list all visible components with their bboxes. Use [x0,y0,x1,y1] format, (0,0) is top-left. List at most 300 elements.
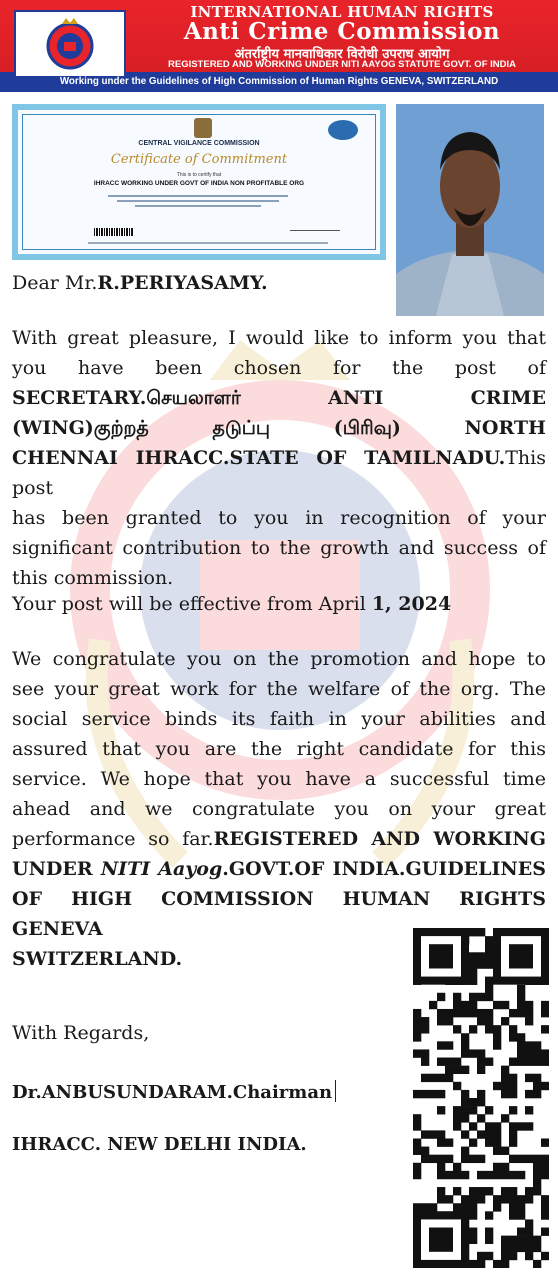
qr-module [509,1203,517,1211]
salutation-prefix: Dear Mr. [12,272,98,294]
qr-module [501,1163,509,1171]
qr-module [525,1074,533,1082]
qr-module [501,1114,509,1122]
qr-module [525,1049,533,1057]
qr-module [469,1138,477,1146]
qr-module [437,1058,445,1066]
qr-module [437,1187,445,1195]
qr-module [469,1106,477,1114]
line-text: NITI Aayog [100,858,223,880]
qr-module [525,1236,533,1244]
qr-module [509,1252,517,1260]
line-text: has been granted to you in recognition of your [12,507,546,529]
qr-module [477,1187,485,1195]
qr-module [541,1155,549,1163]
qr-module [509,1074,517,1082]
qr-module [461,1155,469,1163]
qr-module [437,1009,445,1017]
qr-module [533,1058,541,1066]
qr-module [421,1130,429,1138]
qr-module [493,1001,501,1009]
qr-module [541,1009,549,1017]
line-text: (WING)குற்றத் தடுப்பு (பிரிவு) NORTH [12,417,546,439]
qr-module [541,1058,549,1066]
paragraph-line [12,383,546,413]
qr-module [517,1001,525,1009]
qr-module [525,1058,533,1066]
qr-module [533,1179,541,1187]
qr-module [509,1106,517,1114]
paragraph-appointment [12,323,546,593]
header-registration: REGISTERED AND WORKING UNDER NITI AAYOG STATUTE GOVT. OF INDIA [168,59,516,70]
qr-module [461,1049,469,1057]
qr-module [509,1187,517,1195]
qr-module [477,960,485,968]
qr-module [541,1049,549,1057]
qr-module [517,1041,525,1049]
qr-module [453,1122,461,1130]
qr-module [533,1074,541,1082]
qr-module [445,1195,453,1203]
qr-module [525,1009,533,1017]
qr-module [525,1001,533,1009]
qr-module [533,1236,541,1244]
qr-module [509,1171,517,1179]
line-text: This post [12,447,546,499]
qr-module [517,985,525,993]
qr-module [533,1187,541,1195]
line-text: OF HIGH COMMISSION HUMAN RIGHTS GENEVA [12,888,546,940]
qr-module [485,1130,493,1138]
qr-module [533,1163,541,1171]
qr-module [509,1058,517,1066]
line-text: see your great work for the welfare of the org. The [12,678,546,700]
qr-module [461,1041,469,1049]
qr-module [509,1244,517,1252]
header-line-1: INTERNATIONAL HUMAN RIGHTS [190,3,494,21]
qr-module [413,1203,421,1211]
qr-module [469,960,477,968]
qr-module [453,1203,461,1211]
qr-module [453,1171,461,1179]
qr-module [501,1195,509,1203]
qr-module [485,1228,493,1236]
qr-module [445,1058,453,1066]
qr-module [421,1017,429,1025]
qr-module [533,1260,541,1268]
qr-module [469,1228,477,1236]
qr-module [485,944,493,952]
paragraph-line [12,734,546,764]
qr-module [413,1033,421,1041]
qr-module [469,977,477,985]
qr-code[interactable] [413,928,549,1268]
qr-module [445,1074,453,1082]
qr-module [485,1252,493,1260]
qr-module [501,1001,509,1009]
qr-module [445,1138,453,1146]
qr-module [517,1049,525,1057]
qr-module [453,993,461,1001]
qr-module [413,1114,421,1122]
qr-module [525,1041,533,1049]
qr-module [493,1033,501,1041]
text-cursor [335,1080,336,1102]
qr-module [541,1163,549,1171]
qr-module [437,1163,445,1171]
qr-module [461,1090,469,1098]
qr-module [541,1252,549,1260]
paragraph-line [12,794,546,824]
qr-module [477,1009,485,1017]
qr-module [453,1114,461,1122]
paragraph-line [12,704,546,734]
qr-module [485,952,493,960]
effective-day: 1, 2024 [371,593,452,615]
qr-module [453,1163,461,1171]
qr-module [477,1066,485,1074]
qr-module [469,1211,477,1219]
qr-module [509,1195,517,1203]
paragraph-line [12,323,546,353]
line-text: CHENNAI IHRACC.STATE OF TAMILNADU. [12,447,506,469]
qr-module [477,1195,485,1203]
qr-module [477,1252,485,1260]
qr-module [517,1155,525,1163]
qr-module [485,1058,493,1066]
line-text: UNDER [12,858,101,880]
qr-module [461,1033,469,1041]
certificate-footer [88,242,328,244]
qr-module [437,1130,445,1138]
qr-module [461,1130,469,1138]
qr-module [493,1195,501,1203]
qr-module [485,1171,493,1179]
qr-module [517,1033,525,1041]
qr-module [413,1090,421,1098]
qr-module [453,1058,461,1066]
emblem-icon [194,118,212,138]
qr-module [469,1009,477,1017]
qr-module [469,1122,477,1130]
qr-module [413,1017,421,1025]
effective-text: Your post will be effective from April [12,593,372,615]
qr-module [525,1244,533,1252]
qr-module [485,1017,493,1025]
qr-module [421,1058,429,1066]
qr-module [533,1049,541,1057]
qr-module [413,1122,421,1130]
qr-module [485,1122,493,1130]
qr-module [421,1090,429,1098]
qr-module [541,1082,549,1090]
line-text: significant contribution to the growth and success of [12,537,546,559]
qr-module [413,1147,421,1155]
qr-finder [429,1228,453,1252]
qr-module [421,1074,429,1082]
qr-module [517,1195,525,1203]
qr-module [485,1211,493,1219]
qr-module [541,1138,549,1146]
qr-module [477,1098,485,1106]
qr-module [509,1033,517,1041]
line-text: this commission. [12,567,174,589]
qr-module [541,1195,549,1203]
qr-module [485,977,493,985]
paragraph-line [12,503,546,533]
seal-icon [328,120,358,140]
qr-module [501,1187,509,1195]
qr-module [533,1155,541,1163]
qr-module [501,1090,509,1098]
qr-module [477,1058,485,1066]
qr-module [469,1187,477,1195]
qr-module [541,1171,549,1179]
qr-module [501,1171,509,1179]
qr-module [485,1025,493,1033]
qr-module [493,1041,501,1049]
certificate-org: IHRACC WORKING UNDER GOVT OF INDIA NON PROFITABLE ORG [93,180,305,187]
qr-module [429,1203,437,1211]
qr-module [525,1017,533,1025]
signatory-name: Dr.ANBUSUNDARAM.Chairman [12,1082,333,1103]
qr-module [429,1001,437,1009]
qr-module [485,1106,493,1114]
paragraph-line [12,413,546,443]
barcode-icon [94,228,134,236]
salutation [12,268,546,298]
qr-module [469,1001,477,1009]
qr-module [421,1025,429,1033]
qr-module [437,1155,445,1163]
header-title: Anti Crime Commission [183,18,501,45]
line-text: assured that you are the right candidate for this [12,738,546,760]
qr-finder [509,944,533,968]
qr-module [493,1130,501,1138]
qr-module [485,1187,493,1195]
qr-module [493,1147,501,1155]
qr-module [437,1017,445,1025]
qr-module [509,1025,517,1033]
qr-module [541,1001,549,1009]
qr-module [517,1236,525,1244]
qr-module [517,1228,525,1236]
line-text: social service binds its faith in your abilities and [12,708,546,730]
qr-module [469,993,477,1001]
qr-module [517,1171,525,1179]
paragraph-line [12,644,546,674]
header-hindi: अंतर्राष्ट्रीय मानवाधिकार विरोधी उपराध आयोग [234,47,450,62]
qr-module [421,1155,429,1163]
qr-module [517,1058,525,1066]
qr-module [469,1049,477,1057]
qr-module [413,1138,421,1146]
qr-module [493,1138,501,1146]
qr-module [477,993,485,1001]
qr-module [501,1074,509,1082]
qr-module [525,1187,533,1195]
paragraph-line [12,353,546,383]
qr-module [429,1155,437,1163]
qr-module [493,1122,501,1130]
qr-module [501,1017,509,1025]
line-text: performance so far. [12,828,214,850]
qr-module [517,1009,525,1017]
line-text: We congratulate you on the promotion and hope to [12,648,546,670]
qr-module [533,1090,541,1098]
qr-module [437,1090,445,1098]
paragraph-line [12,854,546,884]
qr-module [445,1017,453,1025]
qr-module [533,1244,541,1252]
qr-module [477,1130,485,1138]
qr-module [509,1090,517,1098]
line-text: REGISTERED AND WORKING [213,828,546,850]
qr-module [461,1098,469,1106]
line-text: .GOVT.OF INDIA.GUIDELINES [222,858,546,880]
qr-module [469,1236,477,1244]
qr-module [517,1244,525,1252]
qr-module [445,1041,453,1049]
line-text: SWITZERLAND. [12,948,183,970]
signatory-org: IHRACC. NEW DELHI INDIA. [12,1134,307,1155]
qr-module [461,1009,469,1017]
qr-module [453,1009,461,1017]
qr-module [525,1122,533,1130]
certificate-heading: Certificate of Commitment [110,152,288,167]
qr-module [429,1090,437,1098]
qr-module [461,1203,469,1211]
paragraph-line [12,764,546,794]
effective-date [12,589,546,619]
qr-module [493,1171,501,1179]
qr-module [493,1082,501,1090]
paragraph-line [12,824,546,854]
qr-module [445,1009,453,1017]
qr-module [501,1244,509,1252]
qr-module [477,1049,485,1057]
qr-module [509,1138,517,1146]
qr-module [493,1260,501,1268]
qr-module [485,1009,493,1017]
qr-module [541,1203,549,1211]
qr-module [453,1001,461,1009]
qr-module [477,1114,485,1122]
qr-module [453,1066,461,1074]
qr-module [445,1066,453,1074]
qr-module [485,993,493,1001]
qr-module [437,1195,445,1203]
qr-module [501,1236,509,1244]
qr-module [469,968,477,976]
qr-module [421,1049,429,1057]
qr-module [461,1114,469,1122]
qr-module [485,985,493,993]
qr-module [517,1122,525,1130]
qr-module [533,1171,541,1179]
signatory [12,1080,336,1103]
qr-module [469,1155,477,1163]
qr-finder [429,944,453,968]
qr-module [509,1130,517,1138]
line-text: ahead and we congratulate you on your great [12,798,546,820]
qr-module [437,1041,445,1049]
qr-module [509,1082,517,1090]
qr-module [461,1147,469,1155]
qr-module [461,1066,469,1074]
qr-module [445,1171,453,1179]
qr-module [517,1203,525,1211]
qr-module [453,1082,461,1090]
certificate-image [12,104,386,260]
qr-module [525,1195,533,1203]
qr-module [493,1163,501,1171]
qr-module [477,1017,485,1025]
qr-module [525,1228,533,1236]
paragraph-line [12,443,546,503]
qr-module [509,1009,517,1017]
certificate-certify: This is to certify that [176,172,222,178]
qr-module [477,928,485,936]
qr-module [421,1203,429,1211]
line-text: SECRETARY.செயலாளர் ANTI CRIME [12,387,546,409]
closing-regards: With Regards, [12,1022,150,1044]
qr-module [477,952,485,960]
qr-module [509,1122,517,1130]
header-guidelines: Working under the Guidelines of High Commission of Human Rights GENEVA, SWITZERLAND [59,76,499,87]
qr-module [485,1138,493,1146]
qr-module [541,1025,549,1033]
qr-module [437,1074,445,1082]
qr-module [477,1155,485,1163]
qr-module [453,1106,461,1114]
header-banner [0,0,558,92]
qr-module [501,1147,509,1155]
qr-module [461,1106,469,1114]
qr-module [461,1001,469,1009]
qr-module [509,1155,517,1163]
qr-module [493,1025,501,1033]
certificate-title: CENTRAL VIGILANCE COMMISSION [138,140,260,147]
qr-module [501,1260,509,1268]
qr-module [525,1252,533,1260]
qr-module [437,1171,445,1179]
qr-module [469,1195,477,1203]
commission-logo [14,10,126,78]
qr-module [517,1211,525,1219]
certificate-body-lines [108,192,288,210]
qr-module [453,1187,461,1195]
qr-module [501,1252,509,1260]
qr-module [453,1025,461,1033]
qr-module [469,1025,477,1033]
qr-module [533,1041,541,1049]
qr-module [477,1260,485,1268]
paragraph-line [12,533,546,563]
qr-module [509,1211,517,1219]
qr-module [517,993,525,1001]
qr-module [477,1090,485,1098]
qr-module [485,960,493,968]
line-text: With great pleasure, I would like to inform you that [12,327,546,349]
qr-module [525,1219,533,1227]
qr-module [525,1090,533,1098]
qr-module [509,1236,517,1244]
qr-module [469,1203,477,1211]
qr-module [429,1074,437,1082]
paragraph-line [12,674,546,704]
qr-module [485,1236,493,1244]
